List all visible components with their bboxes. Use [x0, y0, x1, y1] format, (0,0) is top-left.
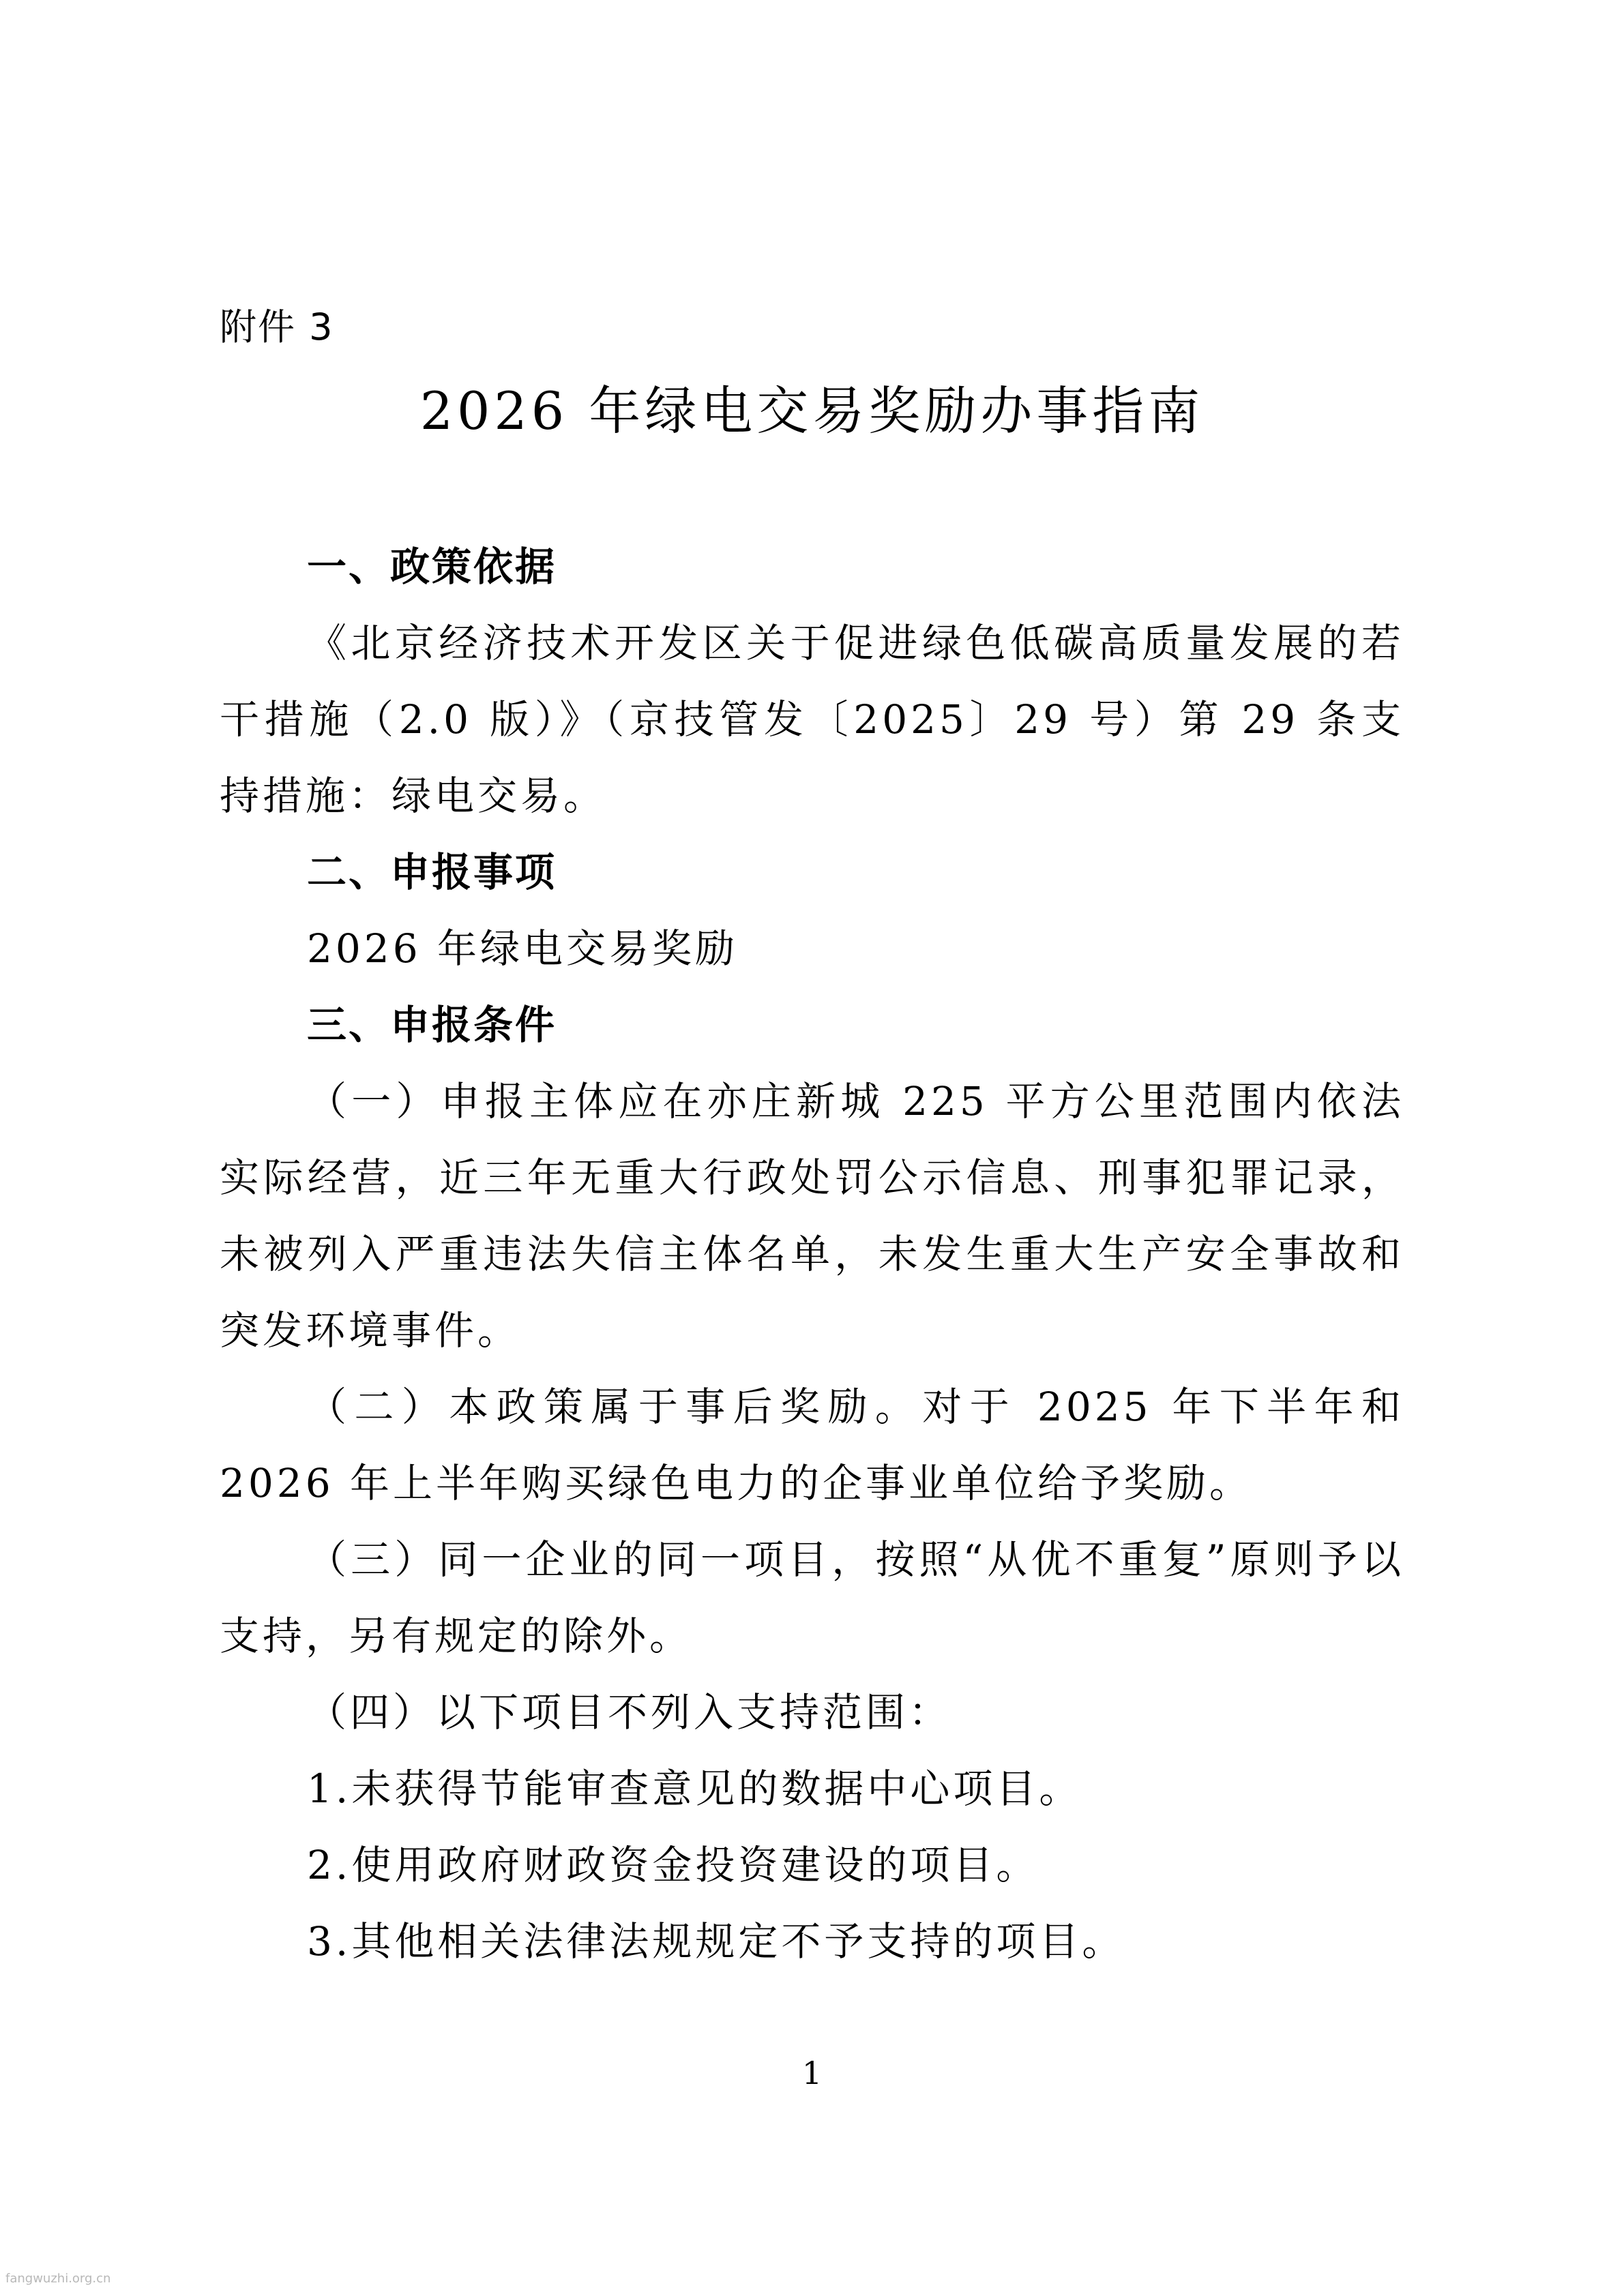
policy-basis-paragraph: 《北京经济技术开发区关于促进绿色低碳高质量发展的若干措施（2.0 版）》（京技管发〔2025〕29 号）第 29 条支持措施：绿电交易。 [220, 620, 1404, 819]
page-number: 1 [801, 2055, 823, 2091]
section-heading-application-item: 二、申报事项 [307, 849, 557, 895]
exclusion-list-item: 1.未获得节能审查意见的数据中心项目。 [307, 1765, 1082, 1812]
condition-paragraph-4: （四）以下项目不列入支持范围： [307, 1689, 952, 1735]
section-heading-policy-basis: 一、政策依据 [307, 543, 557, 590]
attachment-label: 附件 3 [220, 305, 334, 348]
exclusion-list-item: 2.使用政府财政资金投资建设的项目。 [307, 1842, 1039, 1888]
site-watermark: fangwuzhi.org.cn [5, 2271, 111, 2286]
exclusion-list-item: 3.其他相关法律法规规定不予支持的项目。 [307, 1918, 1125, 1965]
application-item-paragraph: 2026 年绿电交易奖励 [307, 925, 739, 972]
condition-paragraph-3: （三）同一企业的同一项目，按照“从优不重复”原则予以支持，另有规定的除外。 [220, 1536, 1404, 1659]
document-title: 2026 年绿电交易奖励办事指南 [419, 381, 1205, 441]
section-heading-application-conditions: 三、申报条件 [307, 1002, 557, 1048]
document-body [220, 528, 1404, 1980]
condition-paragraph-1: （一）申报主体应在亦庄新城 225 平方公里范围内依法实际经营，近三年无重大行政处罚公示信息、刑事犯罪记录，未被列入严重违法失信主体名单，未发生重大生产安全事故和突发环境事件。 [220, 1078, 1404, 1354]
condition-paragraph-2: （二）本政策属于事后奖励。对于 2025 年下半年和 2026 年上半年购买绿色电力的企事业单位给予奖励。 [220, 1384, 1404, 1506]
